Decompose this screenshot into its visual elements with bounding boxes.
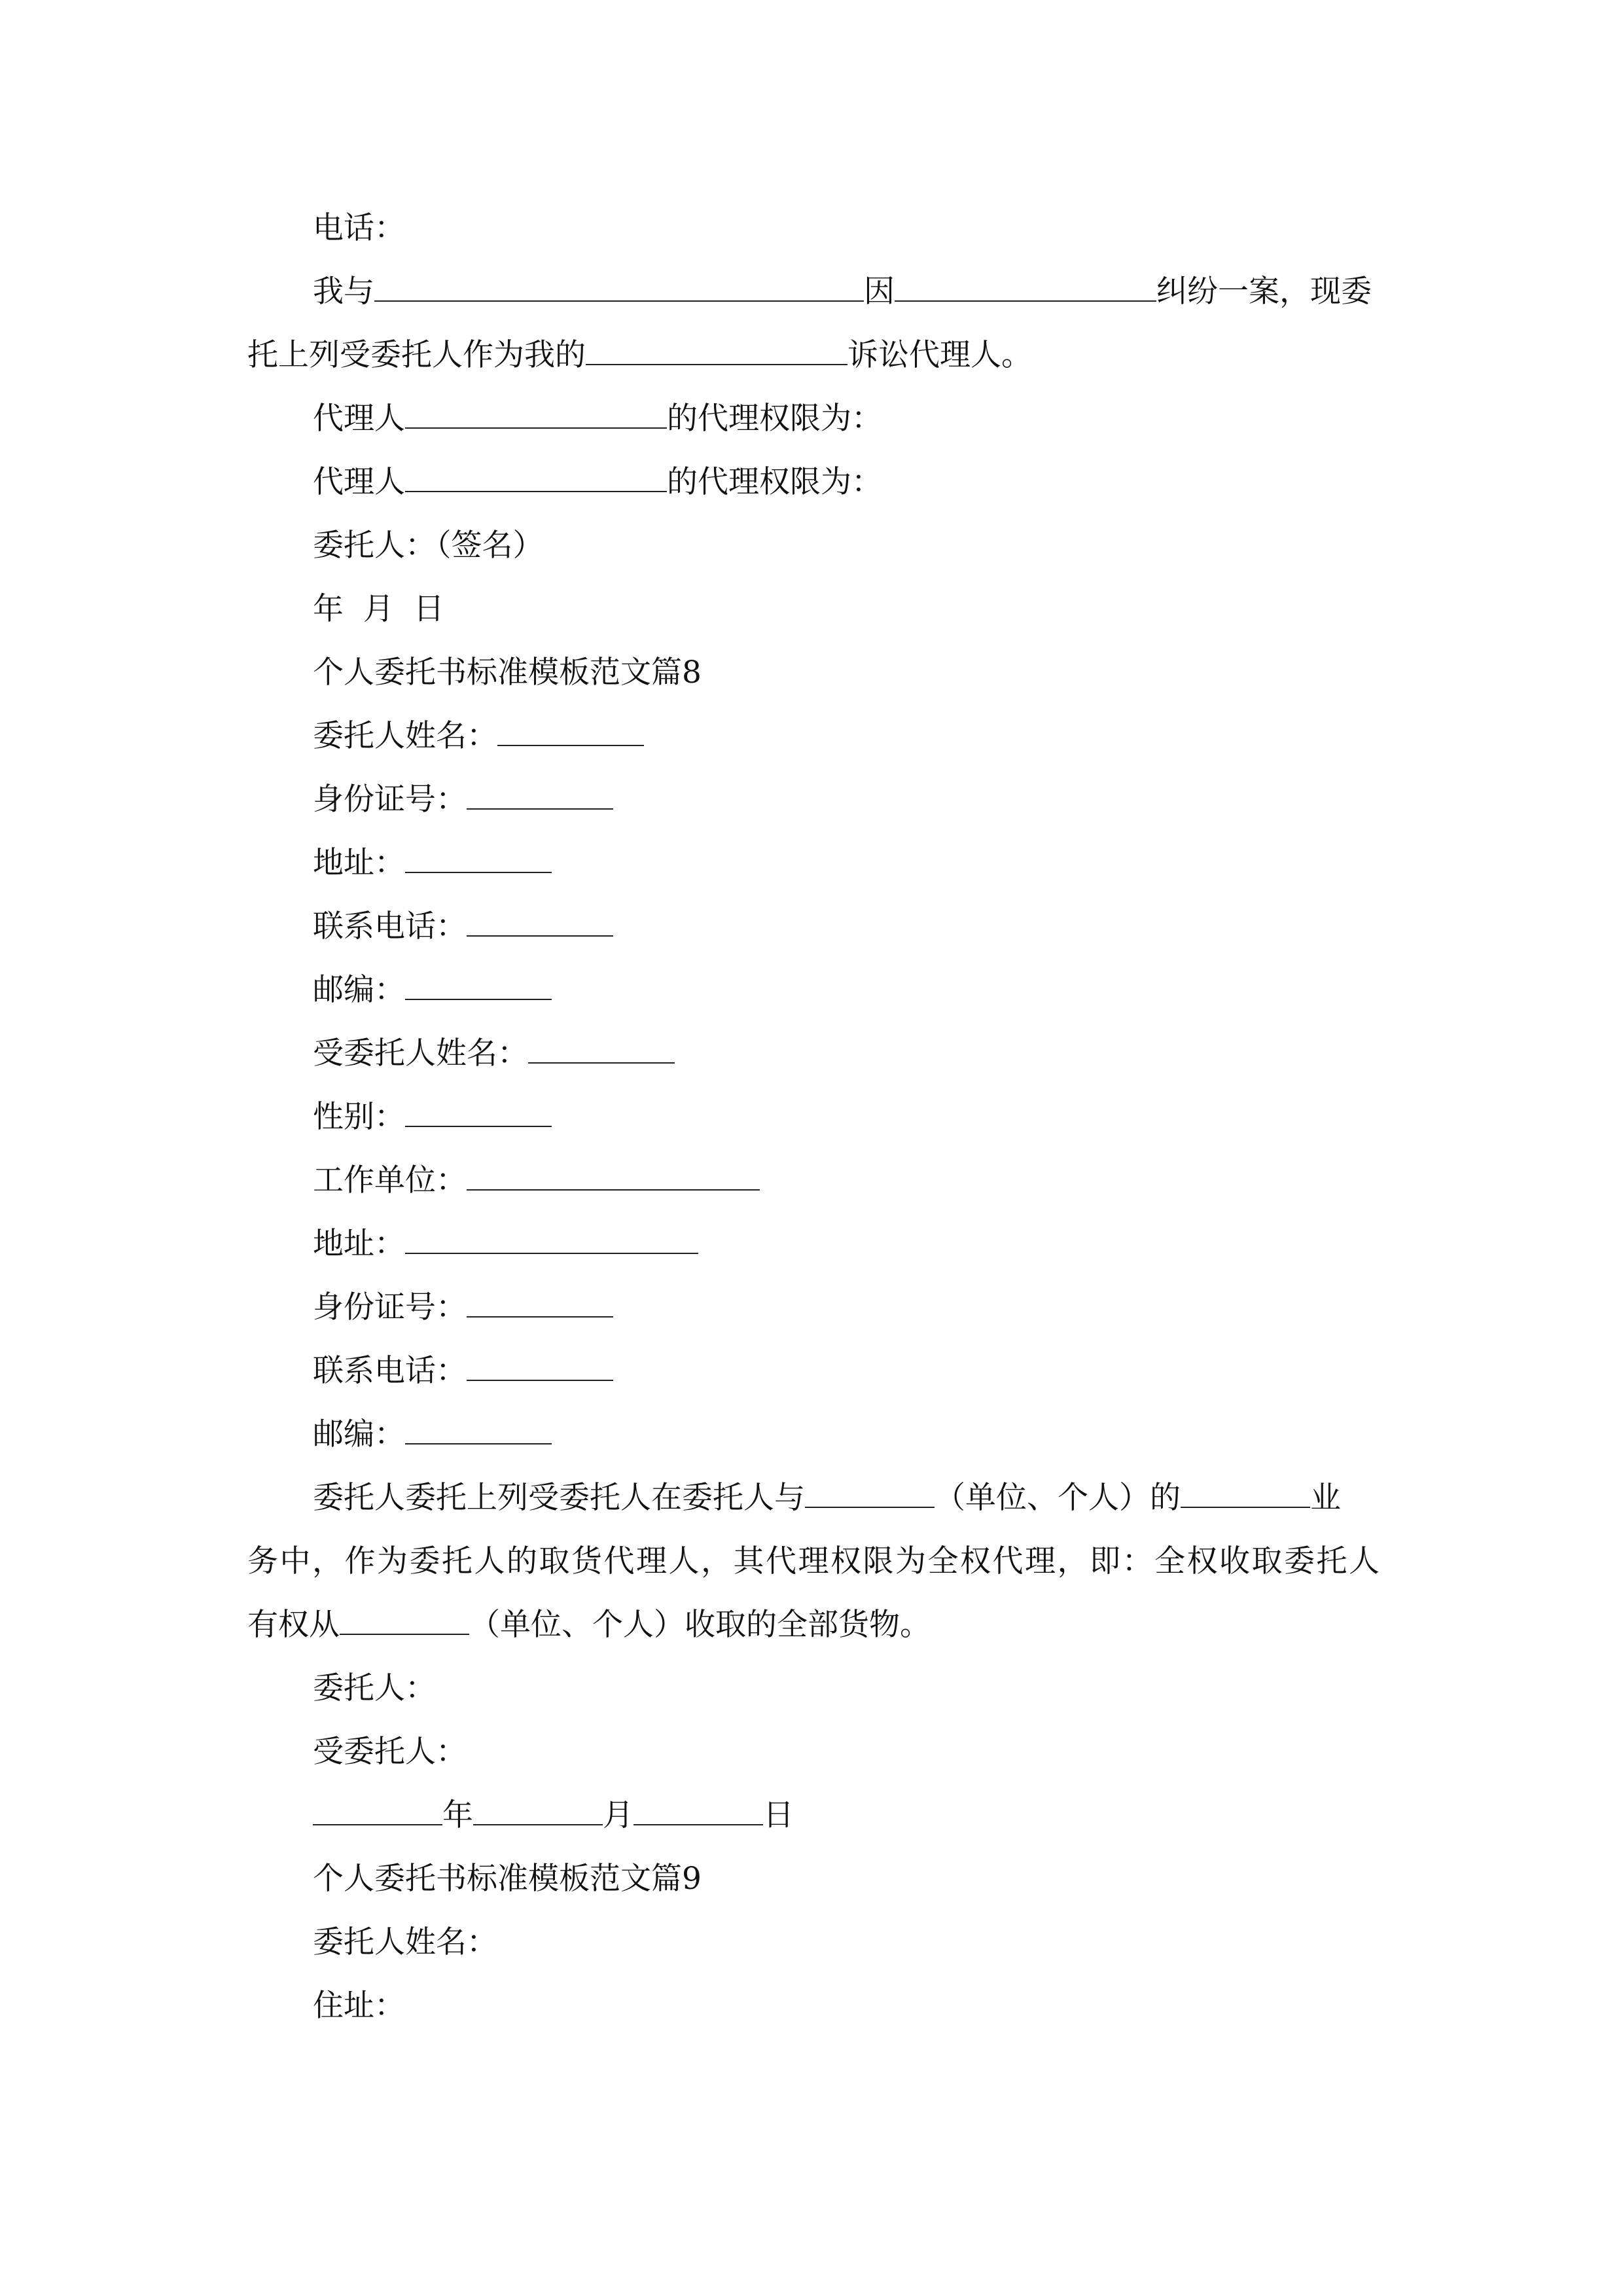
text-fragment: 的代理权限为： [667,401,882,437]
blank-agent-2[interactable] [405,461,667,492]
blank-dispute[interactable] [895,270,1156,302]
text-fragment: 代理人 [313,401,405,437]
section-heading-9: 个人委托书标准模板范文篇9 [313,1861,702,1897]
field-principal-name [247,713,1380,759]
text-fragment: （单位、个人）的 [935,1480,1181,1516]
field-phone [247,904,1380,950]
agent-authority-1 [247,396,1380,442]
blank-party[interactable] [374,270,864,302]
field-principal-name-9: 委托人姓名： [313,1924,497,1960]
date-line: 年 月 日 [313,591,444,627]
field-agent-name [247,1031,1380,1077]
field-agent-address [247,1221,1380,1267]
field-agent-postcode [247,1412,1380,1458]
field-label: 邮编： [313,972,405,1008]
blank-agent-type[interactable] [586,334,847,365]
field-label: 联系电话： [313,908,467,944]
authorization-paragraph-line-2: 务中，作为委托人的取货代理人，其代理权限为全权代理，即：全权收取委托人 [247,1543,1380,1579]
text-fragment: 年 [442,1797,473,1833]
blank-field[interactable] [405,842,552,873]
blank-field[interactable] [467,1159,760,1191]
text-fragment: 代理人 [313,464,405,500]
text-fragment: 托上列受委托人作为我的 [247,337,586,373]
field-label: 性别： [313,1099,405,1135]
field-address [247,840,1380,886]
text-fragment: 月 [603,1797,633,1833]
principal-sign-label: 委托人： [313,1670,436,1706]
text-fragment: 有权从 [247,1607,340,1643]
principal-signature: 委托人：（签名） [313,528,544,564]
text-fragment: 业 [1310,1480,1341,1516]
blank-field[interactable] [405,1223,698,1254]
text-fragment: 我与 [313,274,374,310]
case-statement-line-2 [247,332,1380,378]
field-agent-id [247,1285,1380,1331]
field-label: 委托人姓名： [313,718,497,754]
field-label: 地址： [313,845,405,881]
authorization-paragraph-line-3 [247,1602,1380,1648]
section-heading-8: 个人委托书标准模板范文篇8 [313,655,702,691]
text-fragment: 日 [763,1797,794,1833]
field-id-number [247,777,1380,823]
blank-month[interactable] [473,1794,603,1825]
blank-field[interactable] [467,778,613,810]
blank-field[interactable] [497,715,644,746]
date-fill-line [247,1793,1380,1839]
blank-source[interactable] [340,1604,469,1635]
blank-year[interactable] [313,1794,442,1825]
field-gender [247,1094,1380,1140]
agent-authority-2 [247,459,1380,505]
field-label: 联系电话： [313,1353,467,1389]
text-fragment: 诉讼代理人。 [847,337,1032,373]
field-employer [247,1158,1380,1204]
blank-agent-1[interactable] [405,397,667,429]
field-residence-9: 住址： [313,1988,405,2024]
field-postcode [247,967,1380,1013]
blank-field[interactable] [467,1286,613,1318]
blank-field[interactable] [405,969,552,1000]
blank-field[interactable] [405,1413,552,1444]
text-fragment: 纠纷一案，现委 [1156,274,1372,310]
blank-counterparty[interactable] [805,1477,935,1508]
phone-label: 电话： [313,210,405,246]
text-fragment: 因 [864,274,895,310]
field-label: 工作单位： [313,1162,467,1198]
field-label: 身份证号： [313,1289,467,1325]
agent-sign-label: 受委托人： [313,1734,467,1770]
blank-field[interactable] [467,905,613,937]
field-agent-phone [247,1348,1380,1394]
blank-day[interactable] [633,1794,763,1825]
text-fragment: 的代理权限为： [667,464,882,500]
field-label: 地址： [313,1226,405,1262]
blank-field[interactable] [405,1096,552,1127]
authorization-paragraph-line-1 [247,1475,1380,1521]
field-label: 受委托人姓名： [313,1035,528,1071]
blank-field[interactable] [467,1350,613,1381]
blank-field[interactable] [528,1032,675,1064]
text-fragment: （单位、个人）收取的全部货物。 [469,1607,931,1643]
text-fragment: 委托人委托上列受委托人在委托人与 [313,1480,805,1516]
field-label: 邮编： [313,1416,405,1452]
field-label: 身份证号： [313,781,467,817]
case-statement-line-1 [247,269,1380,315]
blank-business[interactable] [1181,1477,1310,1508]
